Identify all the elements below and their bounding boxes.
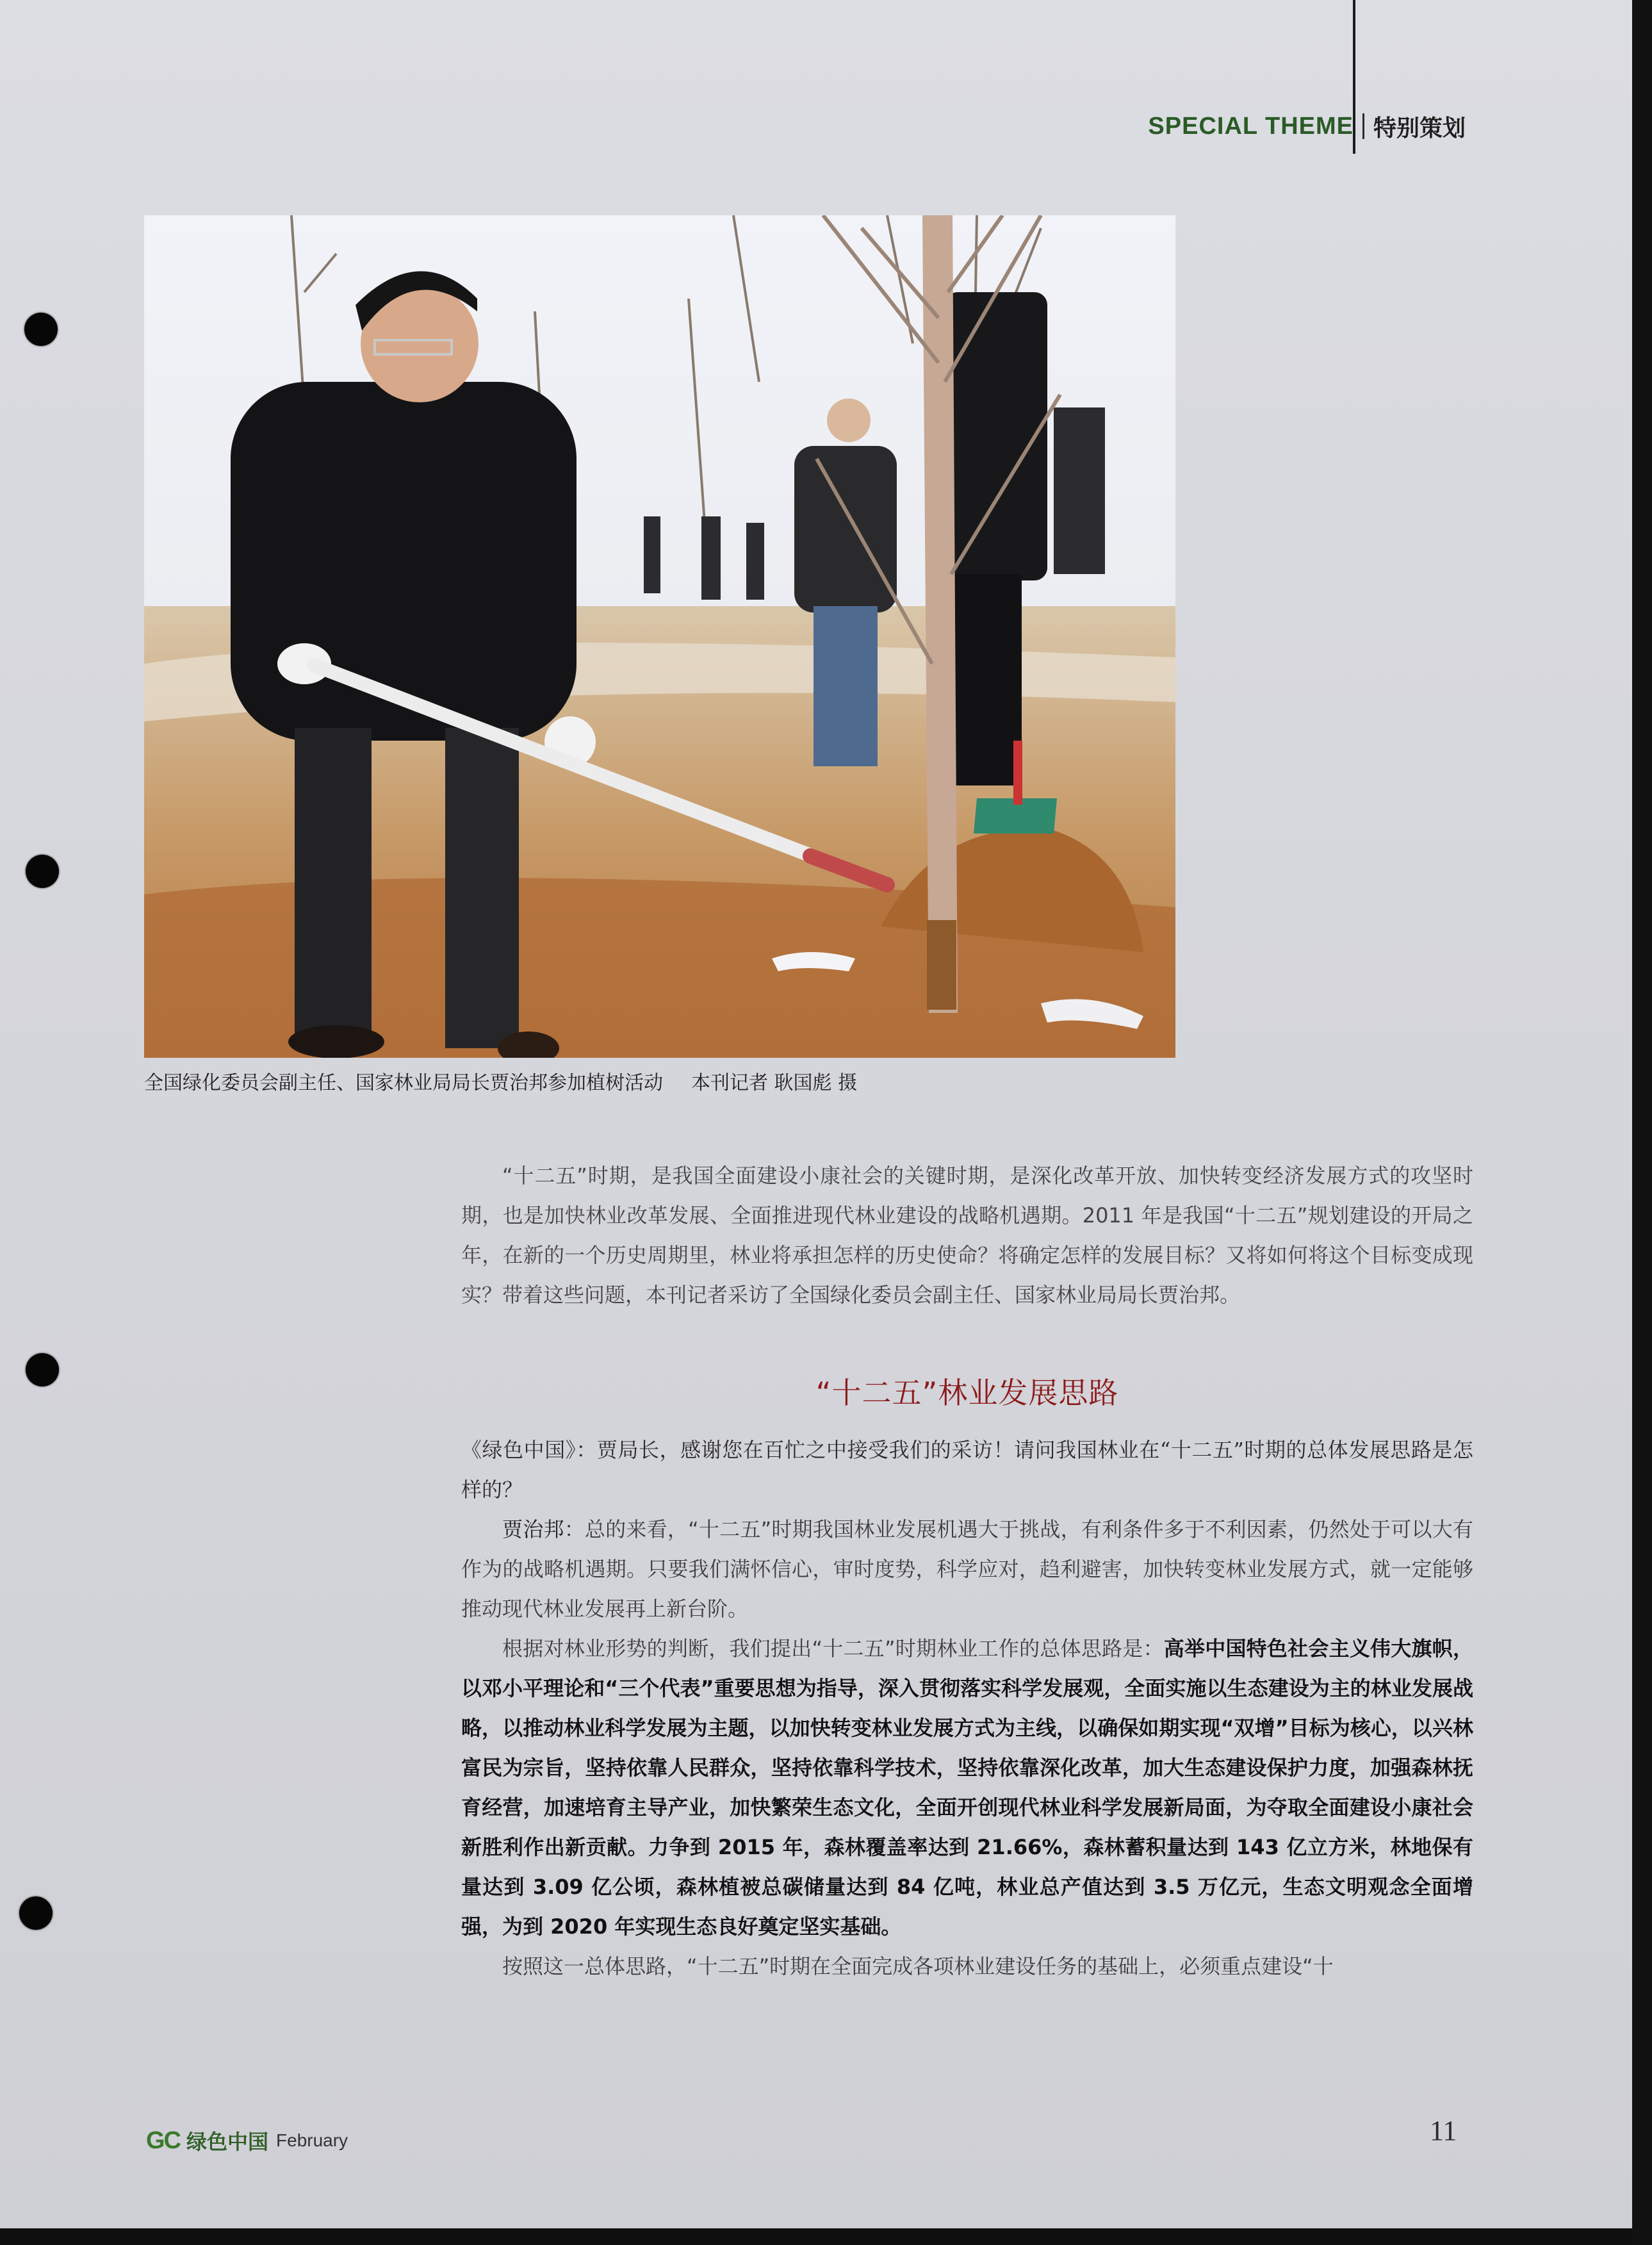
section-title: “十二五”林业发展思路 — [815, 1376, 1119, 1410]
issue-month: February — [276, 2130, 348, 2150]
answer-speaker: 贾治邦 — [502, 1517, 564, 1542]
interview-body — [461, 1430, 1473, 1986]
photo-caption — [144, 1067, 1233, 1095]
intro-paragraph: “十二五”时期，是我国全面建设小康社会的关键时期，是深化改革开放、加快转变经济发展方式的攻坚时期，也是加快林业改革发展、全面推进现代林业建设的战略机遇期。2011 年是我国“十二五”规划建设的开局之年，在新的一个历史周期里，林业将承担怎样的历史使命？将确定怎样的发展目标？又将如何将这个目标变成现实？带着这些问题，本刊记者采访了全国绿化委员会副主任、国家林业局局长贾治邦。 — [461, 1164, 1473, 1307]
question-speaker: 《绿色中国》 — [461, 1438, 577, 1462]
caption-text: 全国绿化委员会副主任、国家林业局局长贾治邦参加植树活动 — [144, 1072, 663, 1094]
question-text: ：贾局长，感谢您在百忙之中接受我们的采访！请问我国林业在“十二五”时期的总体发展思路是怎样的？ — [461, 1438, 1473, 1502]
binder-hole — [26, 855, 59, 888]
photo-credit: 本刊记者 耿国彪 摄 — [691, 1072, 858, 1094]
page-number: 11 — [1430, 2115, 1457, 2146]
scan-edge — [1632, 0, 1652, 2245]
footer-brand — [146, 2126, 348, 2155]
section-header — [1148, 109, 1466, 144]
header-divider — [1362, 113, 1364, 139]
intro-paragraph-block — [461, 1156, 1473, 1315]
general-approach-paragraph — [461, 1629, 1473, 1946]
binder-hole — [19, 1896, 53, 1930]
binder-hole — [26, 1353, 59, 1386]
answer-text: ：总的来看，“十二五”时期我国林业发展机遇大于挑战，有利条件多于不利因素，仍然处于可以大有作为的战略机遇期。只要我们满怀信心，审时度势，科学应对，趋利避害，加快转变林业发展方式，就一定能够推动现代林业发展再上新台阶。 — [461, 1517, 1473, 1621]
magazine-name: 绿色中国 — [186, 2130, 269, 2154]
approach-bold-text: 高举中国特色社会主义伟大旗帜，以邓小平理论和“三个代表”重要思想为指导，深入贯彻落实科学发展观，全面实施以生态建设为主的林业发展战略，以推动林业科学发展为主题，以加快转变林业发展方式为主线，以确保如期实现“双增”目标为核心，以兴林富民为宗旨，坚持依靠人民群众，坚持依靠科学技术，坚持依靠深化改革，加大生态建设保护力度，加强森林抚育经营，加速培育主导产业，加快繁荣生态文化，全面开创现代林业科学发展新局面，为夺取全面建设小康社会新胜利作出新贡献。力争到 2015 年，森林覆盖率达到 21.66%，森林蓄积量达到 143 亿立方米，林地保有量达到 3.09 亿公顷，森林植被总碳储量达到 84 亿吨，林业总产值达到 3.5 万亿元，生态文明观念全面增强，为到 2020 年实现生态良好奠定坚实基础。 — [461, 1636, 1473, 1939]
tree-planting-photo — [144, 215, 1175, 1058]
continuation-paragraph: 按照这一总体思路，“十二五”时期在全面完成各项林业建设任务的基础上，必须重点建设“十 — [502, 1954, 1334, 1978]
section-label-en: SPECIAL THEME — [1148, 112, 1353, 140]
binder-hole — [24, 313, 58, 346]
approach-lead: 根据对林业形势的判断，我们提出“十二五”时期林业工作的总体思路是： — [502, 1636, 1164, 1661]
interview-question — [461, 1430, 1473, 1509]
section-label-cn: 特别策划 — [1373, 115, 1466, 142]
gc-logo: GC — [146, 2126, 180, 2154]
interview-answer — [461, 1509, 1473, 1629]
